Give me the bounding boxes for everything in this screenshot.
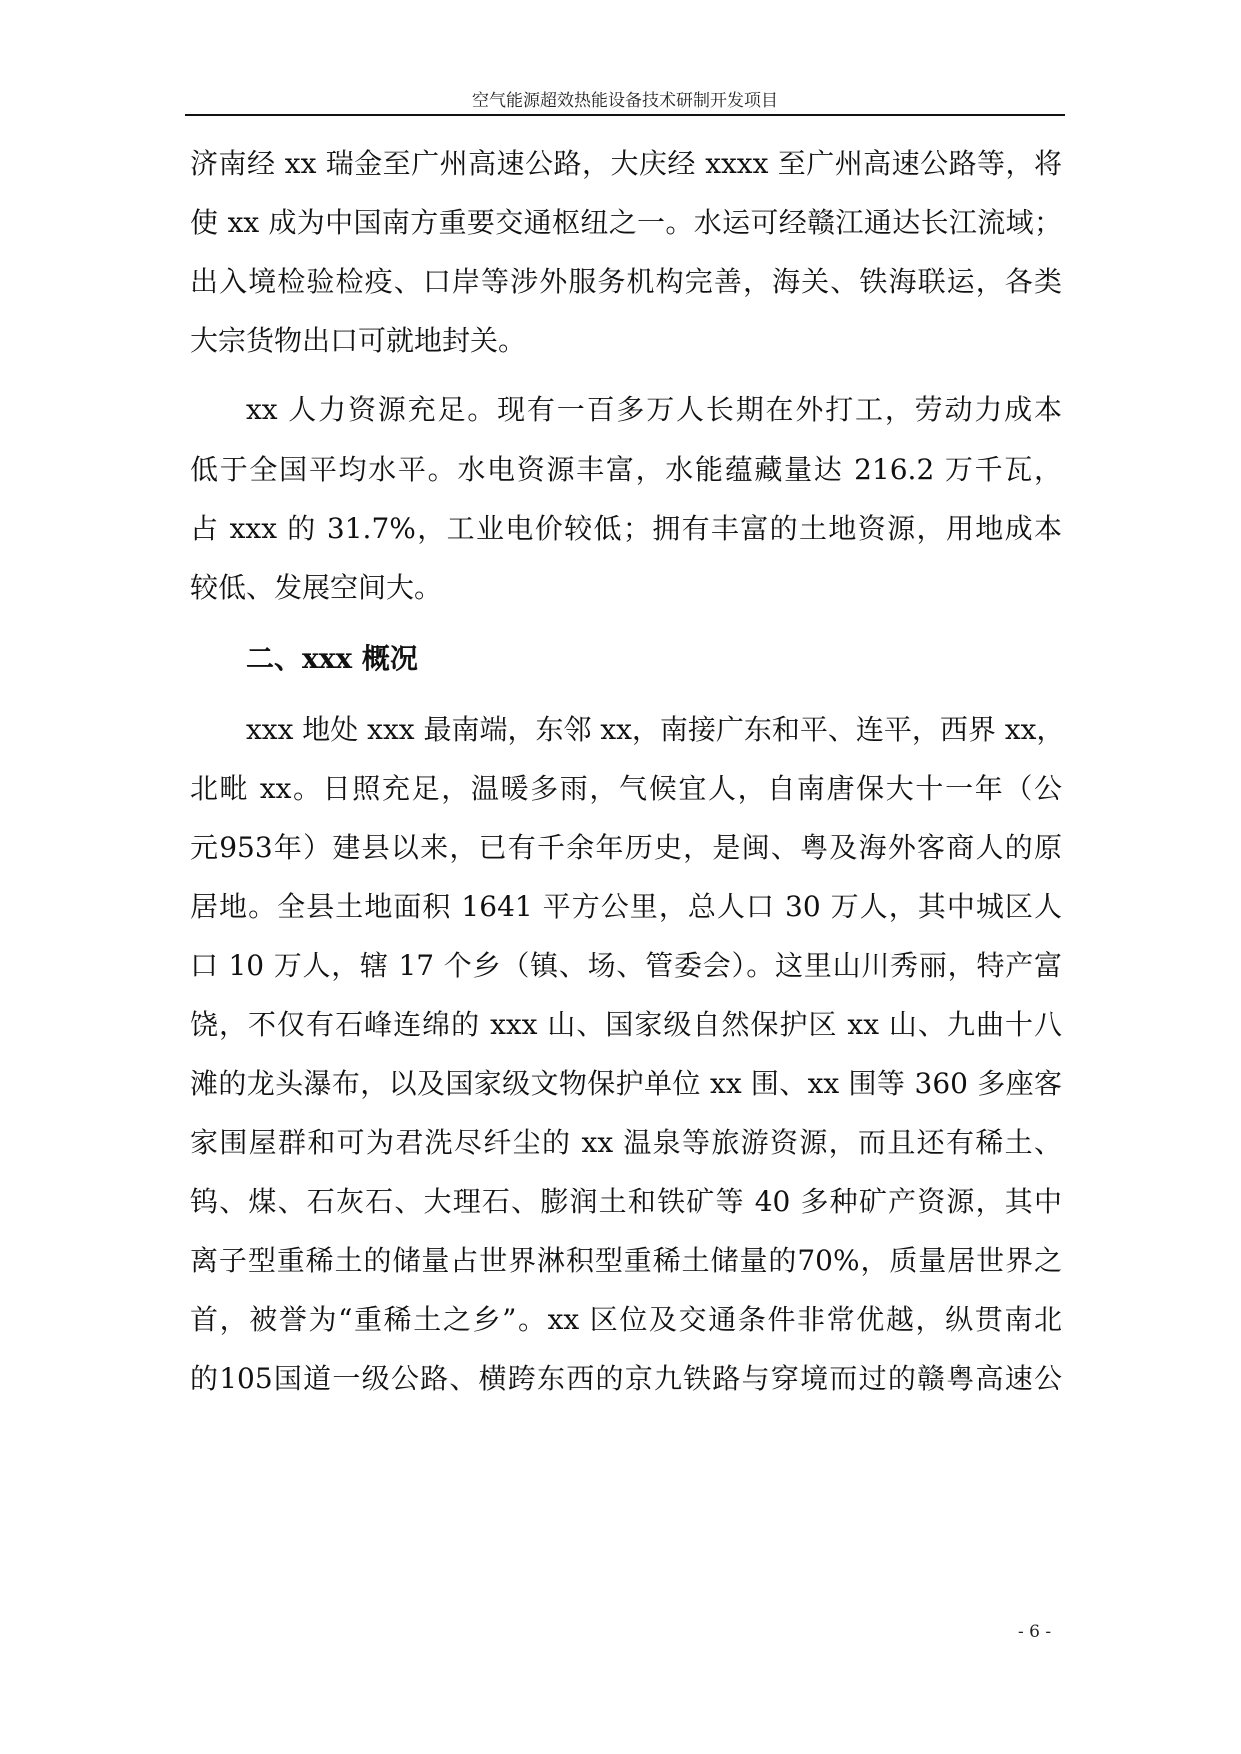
text-line: xxx 地处 xxx 最南端，东邻 xx，南接广东和平、连平，西界 xx， (246, 713, 1065, 746)
text-line: 口 10 万人，辖 17 个乡（镇、场、管委会）。这里山川秀丽，特产富 (190, 949, 1062, 982)
text-line: 北毗 xx。日照充足，温暖多雨，气候宜人，自南唐保大十一年（公 (190, 772, 1062, 805)
text-line: 较低、发展空间大。 (190, 571, 443, 604)
text-line: 大宗货物出口可就地封关。 (190, 324, 527, 357)
text-line: xx 人力资源充足。现有一百多万人长期在外打工，劳动力成本 (246, 393, 1062, 426)
header-title: 空气能源超效热能设备技术研制开发项目 (472, 91, 778, 111)
text-line: 滩的龙头瀑布，以及国家级文物保护单位 xx 围、xx 围等 360 多座客 (190, 1067, 1062, 1100)
section-heading: 二、xxx 概况 (246, 642, 418, 675)
text-line: 的105国道一级公路、横跨东西的京九铁路与穿境而过的赣粤高速公 (190, 1362, 1062, 1395)
text-line: 首，被誉为“重稀土之乡”。xx 区位及交通条件非常优越，纵贯南北 (190, 1303, 1062, 1336)
text-line: 居地。全县土地面积 1641 平方公里，总人口 30 万人，其中城区人 (190, 890, 1062, 923)
text-line: 占 xxx 的 31.7%，工业电价较低；拥有丰富的土地资源，用地成本 (190, 512, 1062, 545)
text-line: 低于全国平均水平。水电资源丰富，水能蕴藏量达 216.2 万千瓦， (190, 453, 1062, 486)
text-line: 离子型重稀土的储量占世界淋积型重稀土储量的70%，质量居世界之 (190, 1244, 1062, 1277)
text-line: 元953年）建县以来，已有千余年历史，是闽、粤及海外客商人的原 (190, 831, 1062, 864)
text-line: 出入境检验检疫、口岸等涉外服务机构完善，海关、铁海联运，各类 (190, 265, 1062, 298)
text-line: 饶，不仅有石峰连绵的 xxx 山、国家级自然保护区 xx 山、九曲十八 (190, 1008, 1062, 1041)
text-line: 家围屋群和可为君洗尽纤尘的 xx 温泉等旅游资源，而且还有稀土、 (190, 1126, 1062, 1159)
text-line: 钨、煤、石灰石、大理石、膨润土和铁矿等 40 多种矿产资源，其中 (190, 1185, 1062, 1218)
page-number: - 6 - (1018, 1622, 1052, 1642)
text-line: 济南经 xx 瑞金至广州高速公路，大庆经 xxxx 至广州高速公路等，将 (190, 147, 1062, 180)
text-line: 使 xx 成为中国南方重要交通枢纽之一。水运可经赣江通达长江流域； (190, 206, 1062, 239)
header-divider (185, 114, 1065, 116)
